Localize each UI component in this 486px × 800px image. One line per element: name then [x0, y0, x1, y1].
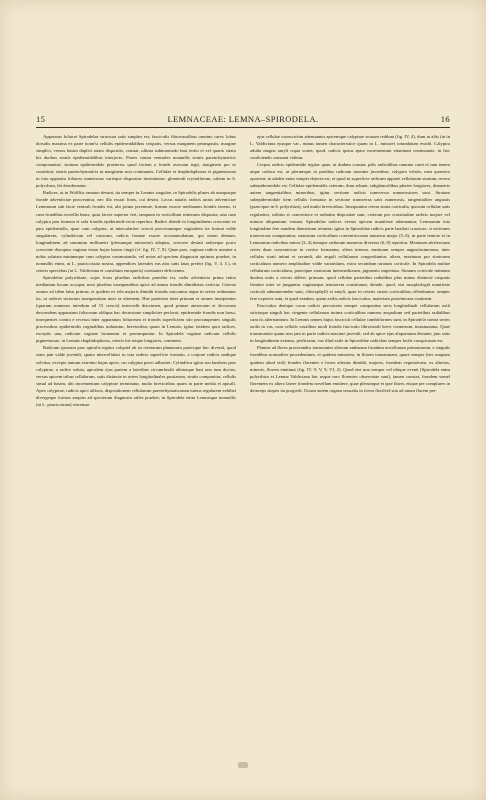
paragraph: Plantae ad flores procreandos transeuntes alterum ambarum frondum novellarum primariarum, e singulis frondibus normaliter procedentium, et quidem minorem, in florem transmutant, quare semper (nec unquam quidem aliud vidi) frondes florentes e fovea alterius dimidii, majoris, frondem vegetativam, ex alterius, minoris, florem emittunt (fig. IV, 9; V, 9; VI, 2). Quod etsi non semper vel ubique evenit (Spirodela enim polyrrhiza et Lemna Valdiviana hac usque raro florentes observatae sunt), tamen constat, frondem semel florentem ex altero latere frondem novellam emittere, quae plerumque et ipse floret, eisque per complures in deinceps stirpes ita progredi. Utrum autem organa sexualia in fovea floriferâ sita ad unum florem per-: [250, 345, 450, 393]
page-number-right: 16: [440, 114, 450, 124]
running-header: [36, 114, 450, 126]
paragraph: Apparatus foliacei Spirodelae structura satis simplex est; fasciculis fibrovasalibus omnino caret; lobus dorsalis maxima ex parte nonn'si cellulis epidermidalibus crispatis, versus marginem perangustis, margine simplici, versus basim duplici strato dispositis, constat, ultima submarmodo basi tertio et vel quarto strato his duobus stratis epidermidalibus interjecto. Partes contra ventrales nonnullis stratis parenchymaticis componuntur; stratum epidermidale praeterea, quod faciem a fronde aversam tegit, marginem pro se constituit, stratis parenchymaticis in marginem non continuatis. Cellulae et rhaphidophorae et pigmentosae in toto apparatu foliaceo numerosae varieque dispositae inveniuntur; glomeruli crystallorum, saltem in S. polyrrhiza, ibi desiderantur.: [36, 134, 236, 189]
paragraph: Spirodelae polyrrhizae, cujus frons pluribus radicibus praedita est, radix adventicia prima initio medianum locum occupat; mox pluribus insequentibus apice ad nimus frondis dimidiatus verticur. Ceterae omnes ad idem latus primae, et quidem ex tela majoris dimidii frondis nascuntur atque in series ordinantur ita, ut radices seriorum insequentium inter se alternent. Hae praeterea inter primam et omnes insequentes (quarum numerus interdum ad 15 crescit) intercedit discrimen, quod primae antrorsum et decorsum descendens apparatum foliaceum obliqua hac decurrione simpliciter perforat, epidermide frondis non laeso, insequentes contra e recessu inter apparatum foliaceum et frondis superficiem sito procumpentes singulis processibus epidermidis vaginalibus induuntur, brevioribus quam in Lemnis; igitur totidem quot radices, exceptis una, radicum vaginae formantur et perrumpuntur. In Spirodela vaginae radicum cellulis pigmentosae, in Lemnis rhaphidophoras, ceteris bis terque longiores, continent.: [36, 274, 236, 344]
header-rule: [36, 127, 450, 128]
paragraph: Fasciculus denique cacus radicis percurrens semper componitur seris longitudinali cellularum axili strictaque singuli hac cingente cellularum intima corticalibus numero aequalium sed parietibus radialibus cum iis alternantium. In Lemnis omnes hujus fasciculi cellulae cambiiformes sunt, in Spirodela contra series axilis in vas, cum cellulis vasalibus modi frondis fasciculo fibrovasali brevi connexum, transmutatur. Quae transmutatio quum non jam in parte radicis maxime juvenili, sed ab apice ejus aliquantum distante, jam satis in longitudinem extensa, perficiatur, vas illud axile in Spirodelae radicibus semper facile conspicuum est.: [250, 303, 450, 344]
paragraph: Corpus radicis epidermide tegitur quae, ut dudum constat, pilis radicalibus omnino caret et tam tenera atque caduca est, ut plerumque in partibus radicum maxime juvenibus, calyptra velatis, eam quaerere oporteat; in adultis enim semper dejecta est, et quod in superficie radicum apparet cellularum stratum, revera subepidermidale est. Cellulae epidermidis ceterum, dum adsunt, subglanorilibus pluries longiores, diametris autem tangentialibus minoribus, igitur sectione radicis transversa numerosiores sunt. Stratum subepidermidale item cellulis formatur in sectione transversa satis numerosis, tangentialiter angustis (praecipue in S. polyrrhiza), sed multo brevioribus. Insequuntur cetera strata corticalia, quorum cellulae satis regulariter, solitim et concentrice et radiatim dispositae sunt, ceterum pro crassitudine radicis majore vel minore aliquantum variant. Spirodelae radices versus apicem manifeste attenuantur, Lemnarum tota longitudine fere eundem diametrum retinent; igitur in Spirodelae radicis parte basilari crassiore, si sectiones transversae comparantur, stratorum corticalium concentricorum numerus major (5–6), in parte teniore et in Lemnarum radicibus minor (3–4) itemque radiorum numerus diversus (6–9) reperitur. Meatuum aëriferorum series duae concentricae in cortice formantur, altera interna, meatuum semper angustissimorum, inter cellulas strati intimi et secundi, ubi anguli cellularum congrediuntur, altera, meatuum pro stratorum corticalium numero amplitudine valde variantium, extra secundum stratum corticale. In Spirodela multae cellularum corticalium, praecipue stratorum intermediorum, pigmento impientur. Stratum corticale intimum duobus notis a ceteris differt: primum, quod cellulae parietibus radialibus plus minus distincte crispatis firmiter inter se junguntur vaginaeque tenuiorem constituunt, deinde, quod, etsi morphologiâ manifeste corticali adnumerandae sunt, chlorophylli et amyli, quae in ceteris stratis corticalibus offenduntur, semper fere expertes sunt, et quod eandem, quam axilis radicis fasciculus, materiam proteïnicam continent.: [250, 162, 450, 302]
binding-mark: [238, 762, 248, 768]
page-number-left: 15: [36, 114, 46, 124]
paragraph: Radices, ut in Wolffiis omnino desunt, ita semper in Lemnis singulae, in Spirodelis plures ab unaquaque fronde adventiciae procreantur, nec illa exstat frons, cui desint. Locus natalis radicis unius adventiciae Lemnarum sub facie ventrali frondis est, ubi prima juventute, lineam exacte medianam frondis tenens, et cum frondibus novellis basis, quas facies superior fert, tanquam in verticillum trimerum disposita, una cum calyptra jam formata et sola frondis epidermide tecta reperitur. Radice deinde in longitudinem crescente ex pars epidermidis, quae cum calyptra, ut intercalariter crescit processumque vaginalem ita format valde singularem, cylindricum vel conicum, radicis formae exacte accommodatum, qui tenon demum, longitudinem ad summum millimetri (plerumque minorem) adeptus, crescere desinit radiceque porro crescente disruptus vaginae instar hujus basim cingit (cf. fig. IV, 7, 8). Quae pars, vaginae radicis nomine a nobis salutata minimeque cum calyptra commutanda, vel notas ad speciem diagnosin optimas praebet, in nonnullis enim, ut L. paucicostata nostra, appendices laterales eas alas satis latas prefert (fig. V, 4. 5.), in ceteris speciebus (ut L. Valdiviana et consilium europaeis) constanter deficientes.: [36, 190, 236, 273]
paragraph: Radicum ipsarum pars apicalis tegitur calyptrâ ab ea ceterarum plantarum praecique hoc diversâ, quod statu jam valde juvenili, spatio intercellulari in tota radicis superficie formato, a corpore radicis undique solvitur, excepto tantum extremo hujus apice, cui calyptra porro adhaeret. Cylindrica igitur seu basilaris pars calyptrae, a radice soluta, apicalem ejus partem a lateribus circumfusdit altimaque basi uno tum doctus, versus apicem tribus cellularum, satis distincte in series longitudinales positarum, stratis componitur, cellulis simul ad basim, ubi incrementum calyptrae terminatur, multo brevioribus quam in parte media et apicali. Apex calyptrae, radicis apici affixus, dispositionem cellularum parenchymaticarum minus regularem exhibet divergeque formas saepius ad specierum diagnosin utiles praebet; in Spirodela enim Lemnisque nonnullis (ut L. paucicostata) extremae: [36, 345, 236, 407]
left-column: [36, 133, 236, 703]
paragraph: ejus cellulae conoscictim attenuantur apicemque calyptrae acutum reddunt (fig. IV, 4), dum in aliis (ut in L. Valdiviana ejusque var., minus tamen characteristice quam in L. minore) rotundatum evadit. Calyptra adulta magna amyli copia scatet, quod, radicis ipsius apice incrementum etiamtum continuante, in hoc conficiendo consumi videtur.: [250, 134, 450, 161]
right-column: [250, 133, 450, 703]
running-title: LEMNACEAE: LEMNA–SPIRODELA.: [167, 114, 319, 124]
